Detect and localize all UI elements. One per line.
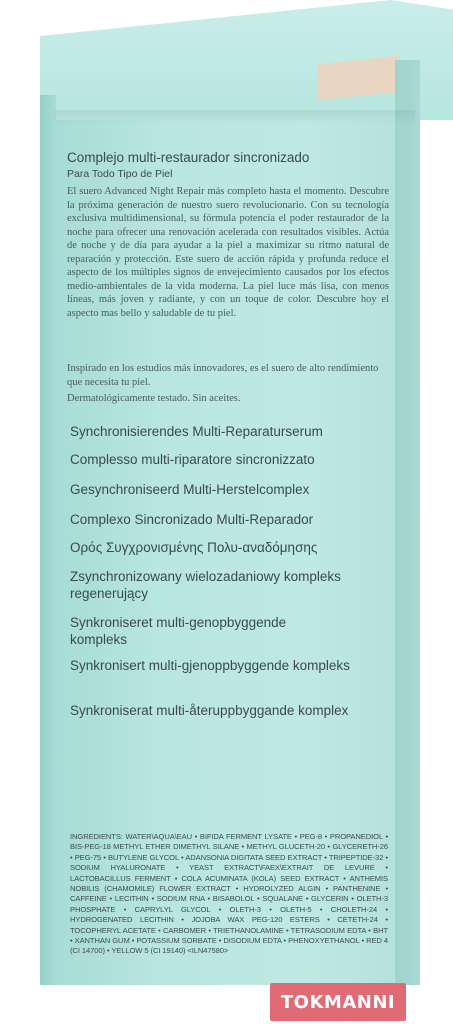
translation-pt: Complexo Sincronizado Multi-Reparador — [70, 512, 314, 527]
translation-no: Synkronisert multi-gjenoppbyggende kompleks — [70, 658, 350, 673]
product-subtitle: Para Todo Tipo de Piel — [67, 168, 173, 180]
inspired-paragraph: Inspirado en los estudios más innovadores, es el suero de alto rendimiento que necesita tu piel. — [67, 363, 379, 388]
box-left-edge — [40, 95, 56, 985]
translation-de: Synchronisierendes Multi-Reparaturserum — [70, 424, 323, 439]
translation-nl: Gesynchroniseerd Multi-Herstelcomplex — [70, 482, 310, 497]
translation-pl: Zsynchronizowany wielozadaniowy kompleks regenerujący — [70, 569, 341, 601]
translation-it: Complesso multi-riparatore sincronizzato — [70, 452, 315, 467]
watermark-logo — [270, 983, 406, 1021]
translation-da: Synkroniseret multi-genopbyggende kompleks — [70, 615, 287, 647]
box-fold-shadow — [55, 110, 415, 124]
watermark-text: TOKMANNI — [280, 991, 396, 1013]
ingredients-list: INGREDIENTS: WATER\AQUA\EAU • BIFIDA FERMENT LYSATE • PEG-8 • PROPANEDIOL • BIS-PEG-18 METHYL ETHER DIMETHYL SILANE • METHYL GLUCETH-20 • GLYCERETH-26 • PEG-75 • BUTYLENE GLYCOL • ADANSONIA DIGITATA SEED EXTRACT • TRIPEPTIDE-32 • SODIUM HYALURONATE • YEAST EXTRACT\FAEX\EXTRAIT DE LEVURE • LACTOBACILLUS FERMENT • COLA ACUMINATA (KOLA) SEED EXTRACT • ANTHEMIS NOBILIS (CHAMOMILE) FLOWER EXTRACT • HYDROLYZED ALGIN • PANTHENINE • CAFFEINE • LECITHIN • SODIUM RNA • BISABOLOL • SQUALANE • GLYCERIN • OLETH-3 PHOSPHATE • CAPRYLYL GLYCOL • OLETH-3 • OLETH-5 • CHOLETH-24 • HYDROGENATED LECITHIN • JOJOBA WAX PEG-120 ESTERS • CETETH-24 • TOCOPHERYL ACETATE • CARBOMER • TRIETHANOLAMINE • TETRASODIUM EDTA • BHT • XANTHAN GUM • POTASSIUM SORBATE • DISODIUM EDTA • PHENOXYETHANOL • RED 4 (CI 14700) • YELLOW 5 (CI 19140) <ILN47580> — [70, 832, 388, 956]
translation-sv: Synkroniserat multi-återuppbyggande komplex — [70, 703, 349, 718]
translation-el: Ορός Συγχρονισμένης Πολυ-αναδόμησης — [70, 540, 318, 555]
product-title: Complejo multi-restaurador sincronizado — [67, 150, 310, 165]
description-paragraph: El suero Advanced Night Repair más completo hasta el momento. Descubre la próxima generación de nuestro suero revolucionario. Con su tecnología exclusiva multidimensional, su fórmula potencia el poder restaurador de la noche para ofrecer una renovación acelerada con resultados visibles. Actúa de noche y de día para ayudar a la piel a maximizar su ritmo natural de reparación y protección. Este suero de acción rápida y profunda reduce el aspecto de los múltiples signos de envejecimiento causados por los efectos medio-ambientales de la vida moderna. La piel luce más lisa, con menos líneas, más joven y radiante, y con un toque de color. Descubre hoy el aspecto mas bello y saludable de tu piel. — [67, 186, 389, 319]
tested-paragraph: Dermatológicamente testado. Sin aceites. — [67, 393, 241, 404]
